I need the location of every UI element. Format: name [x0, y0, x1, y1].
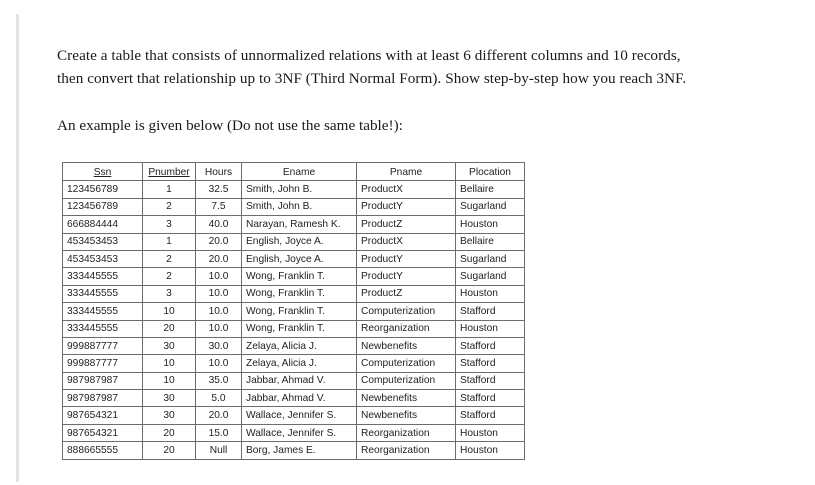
cell-pnumber: 20 [143, 424, 196, 441]
table-row [63, 198, 525, 215]
table-row [63, 372, 525, 389]
cell-ename: Wong, Franklin T. [242, 320, 357, 337]
cell-ssn: 123456789 [63, 198, 143, 215]
cell-plocation: Houston [456, 216, 525, 233]
cell-plocation: Stafford [456, 407, 525, 424]
cell-hours: 40.0 [196, 216, 242, 233]
header-pname: Pname [357, 163, 456, 181]
cell-plocation: Houston [456, 424, 525, 441]
question-line-1: Create a table that consists of unnormalized relations with at least 6 different columns and 10 records, [57, 47, 681, 64]
cell-pnumber: 3 [143, 285, 196, 302]
cell-pnumber: 20 [143, 442, 196, 459]
table-row [63, 424, 525, 441]
cell-ssn: 333445555 [63, 285, 143, 302]
table-body [63, 181, 525, 459]
table-row [63, 337, 525, 354]
cell-plocation: Houston [456, 285, 525, 302]
cell-pname: ProductZ [357, 285, 456, 302]
cell-pnumber: 2 [143, 250, 196, 267]
cell-ssn: 999887777 [63, 337, 143, 354]
cell-pname: Computerization [357, 303, 456, 320]
cell-plocation: Sugarland [456, 268, 525, 285]
cell-pname: Newbenefits [357, 390, 456, 407]
table-row [63, 407, 525, 424]
header-ename: Ename [242, 163, 357, 181]
cell-ename: Wallace, Jennifer S. [242, 424, 357, 441]
cell-ename: Smith, John B. [242, 198, 357, 215]
cell-hours: 10.0 [196, 285, 242, 302]
cell-pnumber: 2 [143, 268, 196, 285]
cell-ename: Narayan, Ramesh K. [242, 216, 357, 233]
table-row [63, 303, 525, 320]
cell-ename: Wallace, Jennifer S. [242, 407, 357, 424]
cell-ssn: 987987987 [63, 372, 143, 389]
question-line-2: then convert that relationship up to 3NF (Third Normal Form). Show step-by-step how you reach 3NF. [57, 70, 687, 87]
cell-ssn: 666884444 [63, 216, 143, 233]
example-intro: An example is given below (Do not use the same table!): [57, 117, 403, 134]
cell-ename: English, Joyce A. [242, 250, 357, 267]
cell-pnumber: 20 [143, 320, 196, 337]
cell-ssn: 453453453 [63, 250, 143, 267]
table-row [63, 320, 525, 337]
header-ssn: Ssn [63, 163, 143, 181]
cell-ssn: 888665555 [63, 442, 143, 459]
header-pnumber: Pnumber [143, 163, 196, 181]
example-table [62, 162, 525, 460]
cell-pname: ProductX [357, 233, 456, 250]
cell-hours: Null [196, 442, 242, 459]
cell-pnumber: 30 [143, 390, 196, 407]
cell-ename: Wong, Franklin T. [242, 268, 357, 285]
cell-ename: Smith, John B. [242, 181, 357, 198]
cell-pname: Reorganization [357, 442, 456, 459]
cell-hours: 10.0 [196, 268, 242, 285]
cell-hours: 30.0 [196, 337, 242, 354]
table-row [63, 181, 525, 198]
cell-plocation: Stafford [456, 303, 525, 320]
cell-plocation: Sugarland [456, 198, 525, 215]
cell-ssn: 123456789 [63, 181, 143, 198]
cell-ssn: 333445555 [63, 303, 143, 320]
cell-ssn: 987987987 [63, 390, 143, 407]
cell-hours: 35.0 [196, 372, 242, 389]
cell-pname: Newbenefits [357, 337, 456, 354]
cell-plocation: Sugarland [456, 250, 525, 267]
cell-pnumber: 10 [143, 355, 196, 372]
cell-pname: Computerization [357, 355, 456, 372]
cell-pnumber: 30 [143, 407, 196, 424]
header-plocation: Plocation [456, 163, 525, 181]
cell-pnumber: 10 [143, 303, 196, 320]
cell-ename: Wong, Franklin T. [242, 285, 357, 302]
cell-hours: 5.0 [196, 390, 242, 407]
cell-hours: 20.0 [196, 233, 242, 250]
cell-plocation: Bellaire [456, 181, 525, 198]
cell-ename: English, Joyce A. [242, 233, 357, 250]
cell-hours: 10.0 [196, 303, 242, 320]
header-hours: Hours [196, 163, 242, 181]
cell-ename: Wong, Franklin T. [242, 303, 357, 320]
cell-pname: ProductX [357, 181, 456, 198]
cell-pname: ProductY [357, 250, 456, 267]
question-text [57, 44, 797, 90]
cell-plocation: Stafford [456, 337, 525, 354]
cell-ssn: 999887777 [63, 355, 143, 372]
cell-hours: 20.0 [196, 250, 242, 267]
cell-plocation: Stafford [456, 390, 525, 407]
cell-plocation: Houston [456, 442, 525, 459]
cell-ssn: 453453453 [63, 233, 143, 250]
cell-pnumber: 1 [143, 181, 196, 198]
cell-ename: Zelaya, Alicia J. [242, 355, 357, 372]
cell-ssn: 333445555 [63, 320, 143, 337]
table-row [63, 216, 525, 233]
cell-pnumber: 30 [143, 337, 196, 354]
cell-plocation: Houston [456, 320, 525, 337]
table-row [63, 250, 525, 267]
cell-hours: 20.0 [196, 407, 242, 424]
left-border-rule [16, 14, 19, 482]
cell-pnumber: 3 [143, 216, 196, 233]
cell-pnumber: 2 [143, 198, 196, 215]
table-row [63, 268, 525, 285]
cell-pname: ProductY [357, 268, 456, 285]
cell-plocation: Stafford [456, 355, 525, 372]
table-header-row [63, 163, 525, 181]
cell-hours: 15.0 [196, 424, 242, 441]
cell-hours: 7.5 [196, 198, 242, 215]
cell-hours: 10.0 [196, 355, 242, 372]
cell-pname: Newbenefits [357, 407, 456, 424]
cell-ssn: 987654321 [63, 424, 143, 441]
table-row [63, 285, 525, 302]
cell-pname: Computerization [357, 372, 456, 389]
cell-pnumber: 10 [143, 372, 196, 389]
cell-pname: Reorganization [357, 424, 456, 441]
table-row [63, 233, 525, 250]
cell-ename: Borg, James E. [242, 442, 357, 459]
cell-ename: Zelaya, Alicia J. [242, 337, 357, 354]
cell-ssn: 987654321 [63, 407, 143, 424]
table-row [63, 390, 525, 407]
table-row [63, 355, 525, 372]
cell-pname: ProductZ [357, 216, 456, 233]
cell-pname: Reorganization [357, 320, 456, 337]
cell-ename: Jabbar, Ahmad V. [242, 390, 357, 407]
cell-hours: 10.0 [196, 320, 242, 337]
cell-pname: ProductY [357, 198, 456, 215]
cell-ssn: 333445555 [63, 268, 143, 285]
cell-pnumber: 1 [143, 233, 196, 250]
cell-plocation: Stafford [456, 372, 525, 389]
cell-hours: 32.5 [196, 181, 242, 198]
cell-ename: Jabbar, Ahmad V. [242, 372, 357, 389]
table-row [63, 442, 525, 459]
cell-plocation: Bellaire [456, 233, 525, 250]
